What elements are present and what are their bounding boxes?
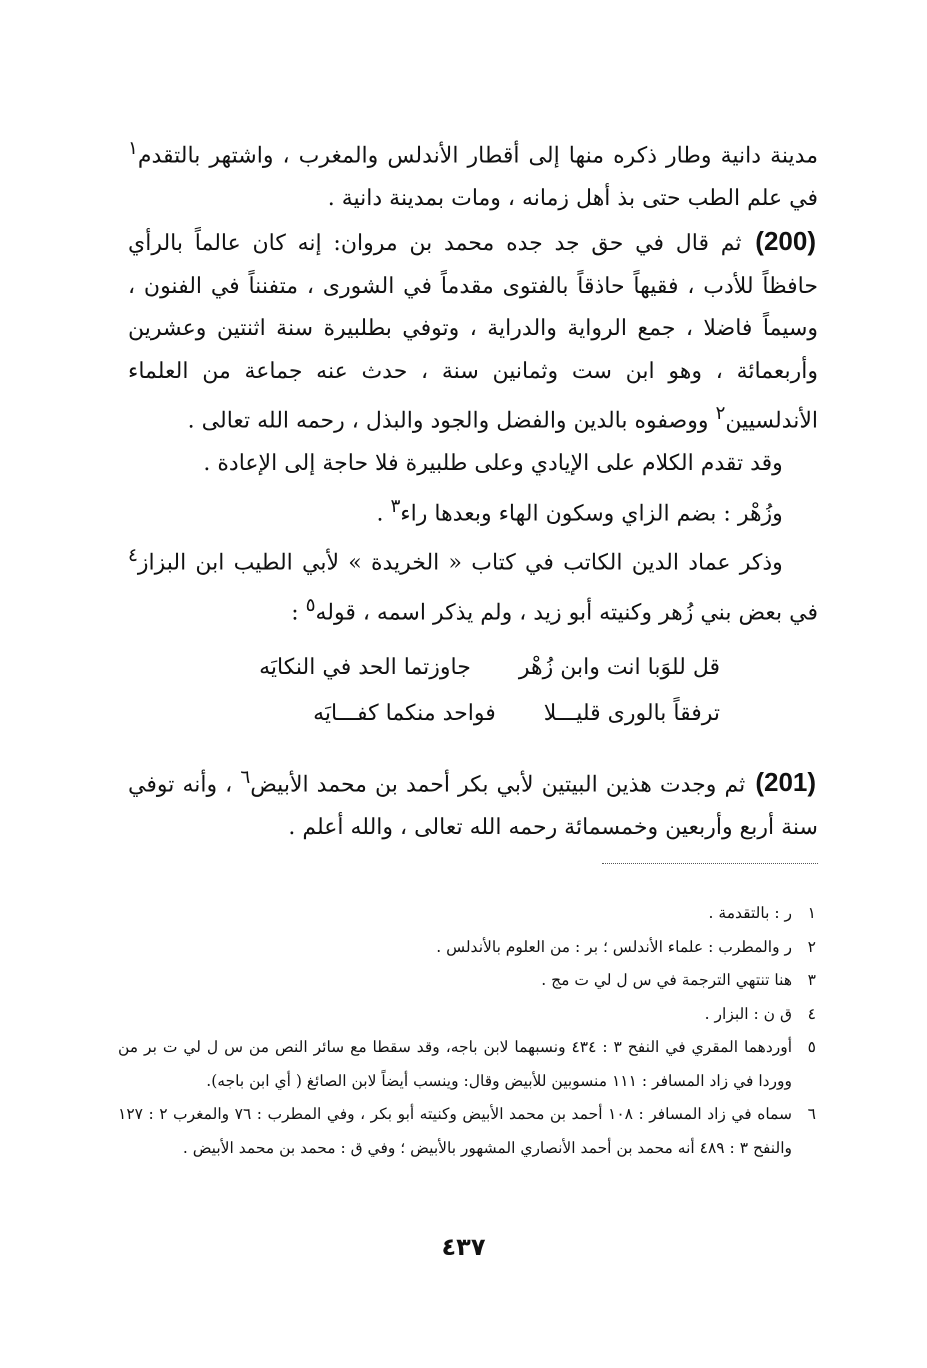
footnote-text: هنا تنتهي الترجمة في س ل لي ت مج . [541,971,792,989]
footnote-number: ٣ [807,971,816,989]
paragraph-200-line-5: بالدين والفضل والجود والبذل ، رحمه الله تعالى . [187,408,628,434]
paragraph-1 [128,128,818,220]
footnote-item [118,998,816,1032]
poem-line-1-first-hemistich: قل للوَبا انت وابن زُهْر [518,655,720,681]
entry-number: (201) [755,767,817,798]
paragraph-201 [128,757,818,849]
paragraph-200-line-4: وهو ابن ست وثمانين سنة ، حدث عنه جماعة من العلماء الأندلسيين [128,358,818,434]
entry-number: (200) [755,226,816,257]
paragraph-5-line-1: وذكر عماد الدين الكاتب في كتاب « الخريدة » لأبي الطيب ابن البزاز [137,550,783,576]
footnotes [118,897,816,1165]
footnote-item [118,1031,816,1098]
paragraph-5-word: في [789,600,818,626]
paragraph-5-end: : [291,600,306,626]
footnote-ref-1: ١ [128,138,138,159]
footnote-item [118,897,816,931]
poem-line-1-second-hemistich: جاوزتما الحد في النكايَه [259,655,471,681]
paragraph-200-line-4b: ووصفوه [634,408,709,434]
paragraph-5 [128,535,818,635]
paragraph-201-line-1b: ، وأنه [182,772,233,798]
footnote-number: ١ [807,904,816,922]
footnote-divider [602,863,818,864]
footnote-text: سماه في زاد المسافر : ١٠٨ أحمد بن محمد الأبيض وكنيته أبو بكر ، وفي المطرب : ٧٦ والمغرب ٢ : ١٢٧ والنفح ٣ : ٤٨٩ أنه محمد بن أحمد الأنصاري المشهور بالأبيض ؛ وفي ق : محمد بن محمد الأبيض . [118,1105,792,1157]
paragraph-4 [128,486,818,536]
paragraph-1-line-1: مدينة دانية وطار ذكره منها إلى أقطار الأندلس والمغرب ، واشتهر بالتقدم [137,143,818,169]
footnote-ref-5: ٥ [305,595,316,617]
poem-line-2-second-hemistich: فواحد منكما كفـــايَه [313,701,496,727]
paragraph-3 [128,443,818,486]
footnote-text: ر والمطرب : علماء الأندلس ؛ بر : من العلوم بالأندلس . [436,937,792,956]
footnote-ref-6: ٦ [240,767,251,789]
footnote-item [118,931,816,965]
paragraph-5-line-2: بعض بني زُهر وكنيته أبو زيد ، ولم يذكر اسمه ، قوله [315,600,783,626]
paragraph-4-end: . [376,500,391,526]
main-text [128,128,818,849]
footnote-number: ٦ [807,1105,816,1123]
paragraph-3-text: وقد تقدم الكلام على الإيادي وعلى طلبيرة فلا حاجة إلى الإعادة . [203,451,783,477]
paragraph-200-line-2: للأدب ، فقيهاً حاذقاً بالفتوى مقدماً في الشورى ، متفنناً في الفنون ، وسيماً [128,273,819,342]
footnote-ref-2: ٢ [715,403,726,425]
footnote-item [118,964,816,998]
paragraph-201-line-1: ثم وجدت هذين البيتين لأبي بكر أحمد بن محمد الأبيض [250,772,746,798]
poem-line-2 [128,691,818,737]
paragraph-200 [128,220,818,443]
poem-line-2-first-hemistich: ترفقاً بالورى قليـــلا [543,701,720,727]
footnote-text: ر : بالتقدمة . [708,904,792,922]
paragraph-201-line-2: توفي سنة أربع وأربعين وخمسمائة رحمه الله تعالى ، والله أعلم . [128,772,818,840]
paragraph-200-line-1: ثم قال في حق جد جده محمد بن مروان: إنه كان عالماً بالرأي حافظاً [128,231,818,299]
footnote-number: ٢ [807,937,816,956]
footnote-ref-3: ٣ [390,495,401,517]
poem-line-1 [128,645,818,691]
footnote-text: أوردهما المقري في النفح ٣ : ٤٣٤ ونسبهما لابن باجه، وقد سقطا مع سائر النص من س ل لي ت بر من ووردا في زاد المسافر : ١١١ منسوبين للأبيض وقال: وينسب أيضاً لابن الصائغ ( أي ابن باجه). [118,1038,793,1090]
page-number: ٤٣٧ [441,1233,486,1261]
paragraph-1-line-2: في علم الطب حتى بذ أهل زمانه ، ومات بمدينة دانية . [327,185,818,211]
poem [128,645,818,737]
paragraph-4-text: وزُهْر : بضم الزاي وسكون الهاء وبعدها راء [400,500,783,526]
footnote-number: ٥ [807,1038,816,1056]
footnote-number: ٤ [807,1004,816,1023]
footnote-item [118,1098,816,1165]
footnote-ref-4: ٤ [128,545,138,567]
footnote-text: ق ن : البزار . [704,1004,792,1023]
paragraph-200-line-3: فاضلا ، جمع الرواية والدراية ، وتوفي بطلبيرة سنة اثنتين وعشرين وأربعمائة ، [128,316,819,384]
